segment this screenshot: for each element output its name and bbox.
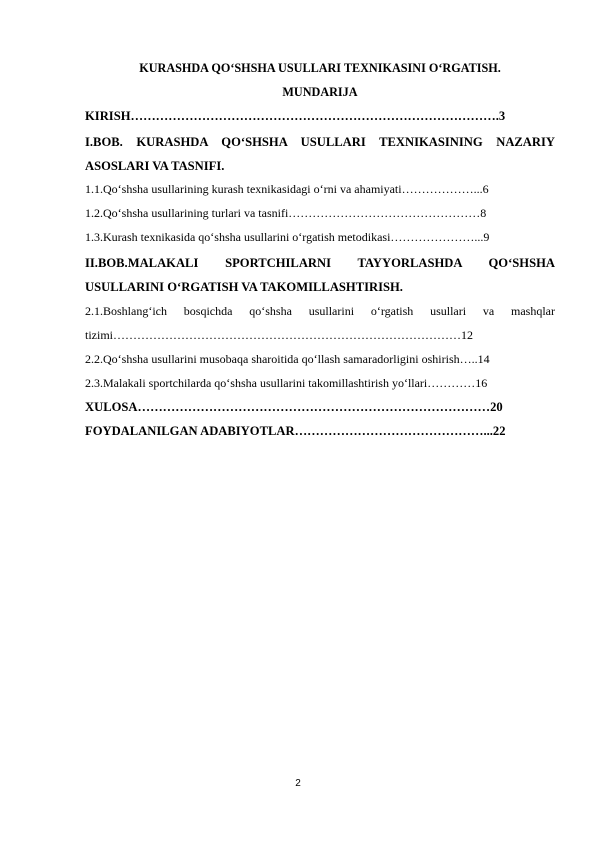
toc-entry-chapter-2: II.BOB.MALAKALI SPORTCHILARNI TAYYORLASHDA QO‘SHSHA	[85, 256, 555, 270]
toc-entry-chapter-1: I.BOB. KURASHDA QO‘SHSHA USULLARI TEXNIKASINING NAZARIY	[85, 135, 555, 149]
toc-entry-2-2: 2.2.Qo‘shsha usullarini musobaqa sharoitida qo‘llash samaradorligini oshirish…..14	[85, 352, 490, 366]
document-title: KURASHDA QO‘SHSHA USULLARI TEXNIKASINI O‘RGATISH.	[139, 61, 501, 75]
toc-entry-1-1: 1.1.Qo‘shsha usullarining kurash texnikasidagi o‘rni va ahamiyati………………...6	[85, 182, 489, 196]
toc-entry-2-1: 2.1.Boshlang‘ich bosqichda qo‘shsha usullarini o‘rgatish usullari va mashqlar	[85, 304, 555, 318]
toc-entry-1-2: 1.2.Qo‘shsha usullarining turlari va tasnifi…………………………………………8	[85, 206, 487, 220]
toc-entry-xulosa: XULOSA…………………………………………………………………………20	[85, 400, 503, 414]
toc-entry-chapter-1-cont: ASOSLARI VA TASNIFI.	[85, 159, 225, 173]
page-number: 2	[295, 778, 301, 789]
toc-entry-adabiyotlar: FOYDALANILGAN ADABIYOTLAR………………………………………...22	[85, 424, 506, 438]
toc-entry-1-3: 1.3.Kurash texnikasida qo‘shsha usullarini o‘rgatish metodikasi…………………...9	[85, 230, 490, 244]
toc-entry-chapter-2-cont: USULLARINI O‘RGATISH VA TAKOMILLASHTIRISH.	[85, 280, 403, 294]
contents-heading: MUNDARIJA	[282, 85, 358, 99]
toc-entry-kirish: KIRISH…………………………………………………………………………….3	[85, 109, 506, 123]
toc-entry-2-3: 2.3.Malakali sportchilarda qo‘shsha usullarini takomillashtirish yo‘llari…………16	[85, 376, 488, 390]
toc-entry-2-1-cont: tizimi……………………………………………………………………………12	[85, 328, 473, 342]
